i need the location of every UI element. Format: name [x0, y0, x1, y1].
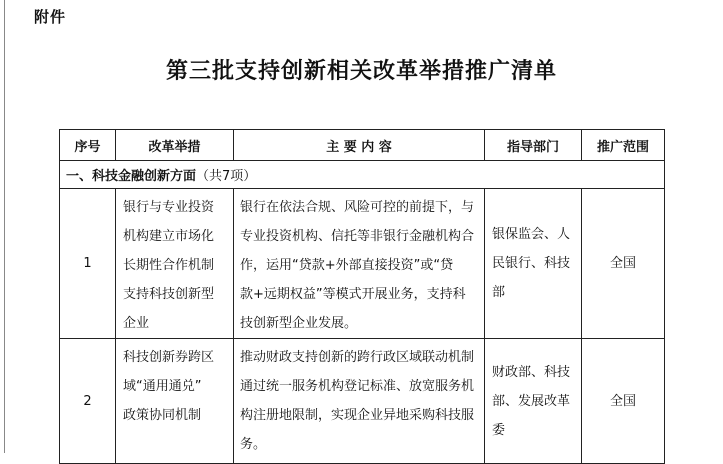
measure-line: 政策协同机制 — [123, 408, 202, 423]
content-line: 推动财政支持创新的跨行政区域联动机制 — [240, 350, 475, 365]
measure-line: 科技创新券跨区 — [123, 350, 215, 365]
content-line: 款+远期权益”等模式开展业务，支持科 — [240, 287, 466, 302]
department-line: 财政部、科技 — [492, 364, 571, 380]
header-scope: 推广范围 — [582, 130, 665, 161]
table-header-row — [60, 130, 665, 161]
row-index: 1 — [60, 189, 116, 339]
table-row — [60, 339, 665, 464]
department-line: 银保监会、人 — [492, 227, 571, 242]
content-line: 专业投资机构、信托等非银行金融机构合 — [240, 229, 475, 244]
content-line: 构注册地限制，实现企业异地采购科技服 — [240, 408, 475, 423]
content-line: 通过统一服务机构登记标准、放宽服务机 — [240, 379, 475, 394]
content-line: 作，运用“贷款+外部直接投资”或“贷 — [240, 258, 454, 273]
section-row — [60, 161, 665, 189]
row-index: 2 — [60, 339, 116, 464]
row-scope: 全国 — [582, 189, 665, 339]
header-index: 序号 — [60, 130, 116, 161]
annex-label: 附件 — [34, 8, 67, 26]
measure-line: 银行与专业投资 — [123, 200, 215, 215]
measure-line: 域“通用通兑” — [123, 379, 202, 394]
header-department: 指导部门 — [485, 130, 582, 161]
content-line: 银行在依法合规、风险可控的前提下，与 — [240, 200, 475, 215]
department-line: 部、发展改革 — [492, 393, 571, 409]
department-line: 委 — [492, 422, 506, 438]
measure-line: 机构建立市场化 — [123, 229, 215, 244]
row-measure — [116, 189, 234, 339]
row-content — [234, 339, 485, 464]
section-count: （共7项） — [196, 169, 257, 184]
content-line: 技创新型企业发展。 — [240, 316, 358, 331]
row-content — [234, 189, 485, 339]
table-row — [60, 189, 665, 339]
reform-measures-table — [59, 129, 665, 464]
section-label: 一、科技金融创新方面 — [66, 169, 197, 184]
measure-line: 企业 — [123, 316, 150, 331]
row-scope: 全国 — [582, 339, 665, 464]
measure-line: 支持科技创新型 — [123, 287, 215, 302]
row-measure — [116, 339, 234, 464]
section-heading — [60, 161, 665, 189]
row-department — [485, 189, 582, 339]
document-title: 第三批支持创新相关改革举措推广清单 — [165, 59, 557, 84]
row-department — [485, 339, 582, 464]
department-line: 部 — [492, 285, 506, 300]
content-line: 务。 — [240, 437, 267, 452]
measure-line: 长期性合作机制 — [123, 258, 215, 273]
header-measure: 改革举措 — [116, 130, 234, 161]
department-line: 民银行、科技 — [492, 256, 571, 271]
header-content: 主 要 内 容 — [234, 130, 485, 161]
